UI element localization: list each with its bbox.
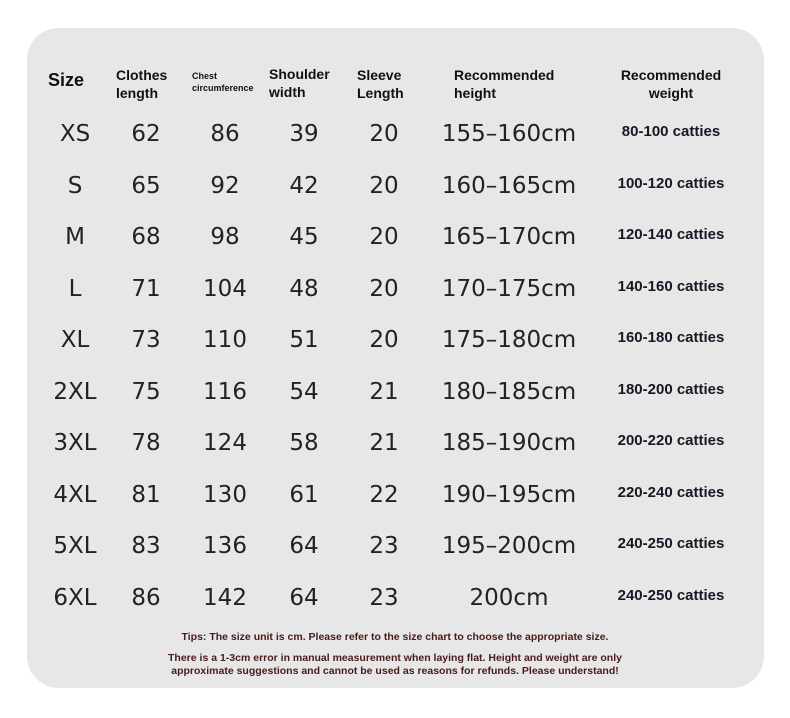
cell-height: 155–160cm <box>441 121 577 147</box>
header-shoulder-width: Shoulder width <box>269 66 330 100</box>
cell-clothes-length: 78 <box>131 430 161 456</box>
cell-weight: 100-120 catties <box>617 174 725 192</box>
cell-weight: 80-100 catties <box>621 123 721 140</box>
cell-sleeve: 20 <box>369 172 399 199</box>
cell-shoulder: 45 <box>289 224 319 250</box>
header-recommended-weight: Recommended weight <box>620 67 722 101</box>
cell-sleeve: 23 <box>369 584 399 611</box>
header-sleeve-length: Sleeve Length <box>357 67 404 101</box>
cell-weight: 240-250 catties <box>617 586 725 604</box>
cell-clothes-length: 75 <box>131 378 161 405</box>
cell-weight: 240-250 catties <box>617 535 725 552</box>
cell-chest: 86 <box>210 121 240 147</box>
cell-weight: 220-240 catties <box>617 483 725 501</box>
cell-size: 2XL <box>53 378 97 405</box>
cell-sleeve: 20 <box>369 224 399 250</box>
cell-weight: 160-180 catties <box>617 329 725 346</box>
cell-size: M <box>65 224 85 250</box>
cell-chest: 142 <box>203 584 247 611</box>
cell-sleeve: 23 <box>369 533 399 559</box>
cell-weight: 180-200 catties <box>617 380 725 398</box>
cell-clothes-length: 81 <box>131 481 161 508</box>
cell-clothes-length: 68 <box>131 224 161 250</box>
cell-weight: 120-140 catties <box>617 226 725 243</box>
cell-shoulder: 58 <box>289 430 319 456</box>
cell-chest: 136 <box>203 533 247 559</box>
cell-size: XL <box>60 327 90 353</box>
cell-weight: 200-220 catties <box>617 432 725 449</box>
cell-chest: 92 <box>210 172 240 199</box>
cell-size: S <box>67 172 83 199</box>
cell-height: 195–200cm <box>441 533 577 559</box>
cell-sleeve: 20 <box>369 121 399 147</box>
cell-chest: 124 <box>203 430 247 456</box>
cell-height: 170–175cm <box>441 275 577 302</box>
cell-shoulder: 64 <box>289 584 319 611</box>
cell-shoulder: 39 <box>289 121 319 147</box>
tip-measurement-error: There is a 1-3cm error in manual measurement when laying flat. Height and weight are only <box>168 652 622 664</box>
cell-height: 185–190cm <box>441 430 577 456</box>
cell-sleeve: 21 <box>369 430 399 456</box>
header-size: Size <box>48 70 85 90</box>
cell-chest: 130 <box>203 481 247 508</box>
cell-chest: 110 <box>203 327 247 353</box>
header-chest-circumference: Chest circumference <box>192 71 254 93</box>
cell-clothes-length: 62 <box>131 121 161 147</box>
cell-shoulder: 48 <box>289 275 319 302</box>
cell-size: XS <box>59 121 91 147</box>
cell-height: 175–180cm <box>441 327 577 353</box>
cell-size: 3XL <box>53 430 97 456</box>
cell-sleeve: 21 <box>369 378 399 405</box>
cell-sleeve: 20 <box>369 327 399 353</box>
cell-clothes-length: 73 <box>131 327 161 353</box>
cell-size: 4XL <box>53 481 97 508</box>
tip-size-unit: Tips: The size unit is cm. Please refer to the size chart to choose the appropriate size. <box>181 631 609 643</box>
cell-size: 5XL <box>53 533 97 559</box>
cell-height: 160–165cm <box>441 172 577 199</box>
cell-clothes-length: 65 <box>131 172 161 199</box>
cell-chest: 98 <box>210 224 240 250</box>
cell-shoulder: 51 <box>289 327 319 353</box>
cell-clothes-length: 86 <box>131 584 161 611</box>
cell-sleeve: 22 <box>369 481 399 508</box>
tip-refund-note: approximate suggestions and cannot be used as reasons for refunds. Please understand! <box>171 665 619 677</box>
cell-shoulder: 54 <box>289 378 319 405</box>
cell-height: 200cm <box>469 584 549 611</box>
cell-shoulder: 64 <box>289 533 319 559</box>
cell-clothes-length: 71 <box>131 275 161 302</box>
cell-sleeve: 20 <box>369 275 399 302</box>
cell-size: 6XL <box>53 584 97 611</box>
cell-height: 180–185cm <box>441 378 577 405</box>
header-clothes-length: Clothes length <box>116 67 168 101</box>
cell-shoulder: 61 <box>289 481 319 508</box>
cell-chest: 104 <box>203 275 247 302</box>
cell-size: L <box>68 275 82 302</box>
cell-height: 165–170cm <box>441 224 577 250</box>
cell-clothes-length: 83 <box>131 533 161 559</box>
cell-weight: 140-160 catties <box>617 277 725 295</box>
cell-chest: 116 <box>203 378 247 405</box>
header-recommended-height: Recommended height <box>454 67 555 101</box>
cell-height: 190–195cm <box>441 481 577 508</box>
cell-shoulder: 42 <box>289 172 319 199</box>
